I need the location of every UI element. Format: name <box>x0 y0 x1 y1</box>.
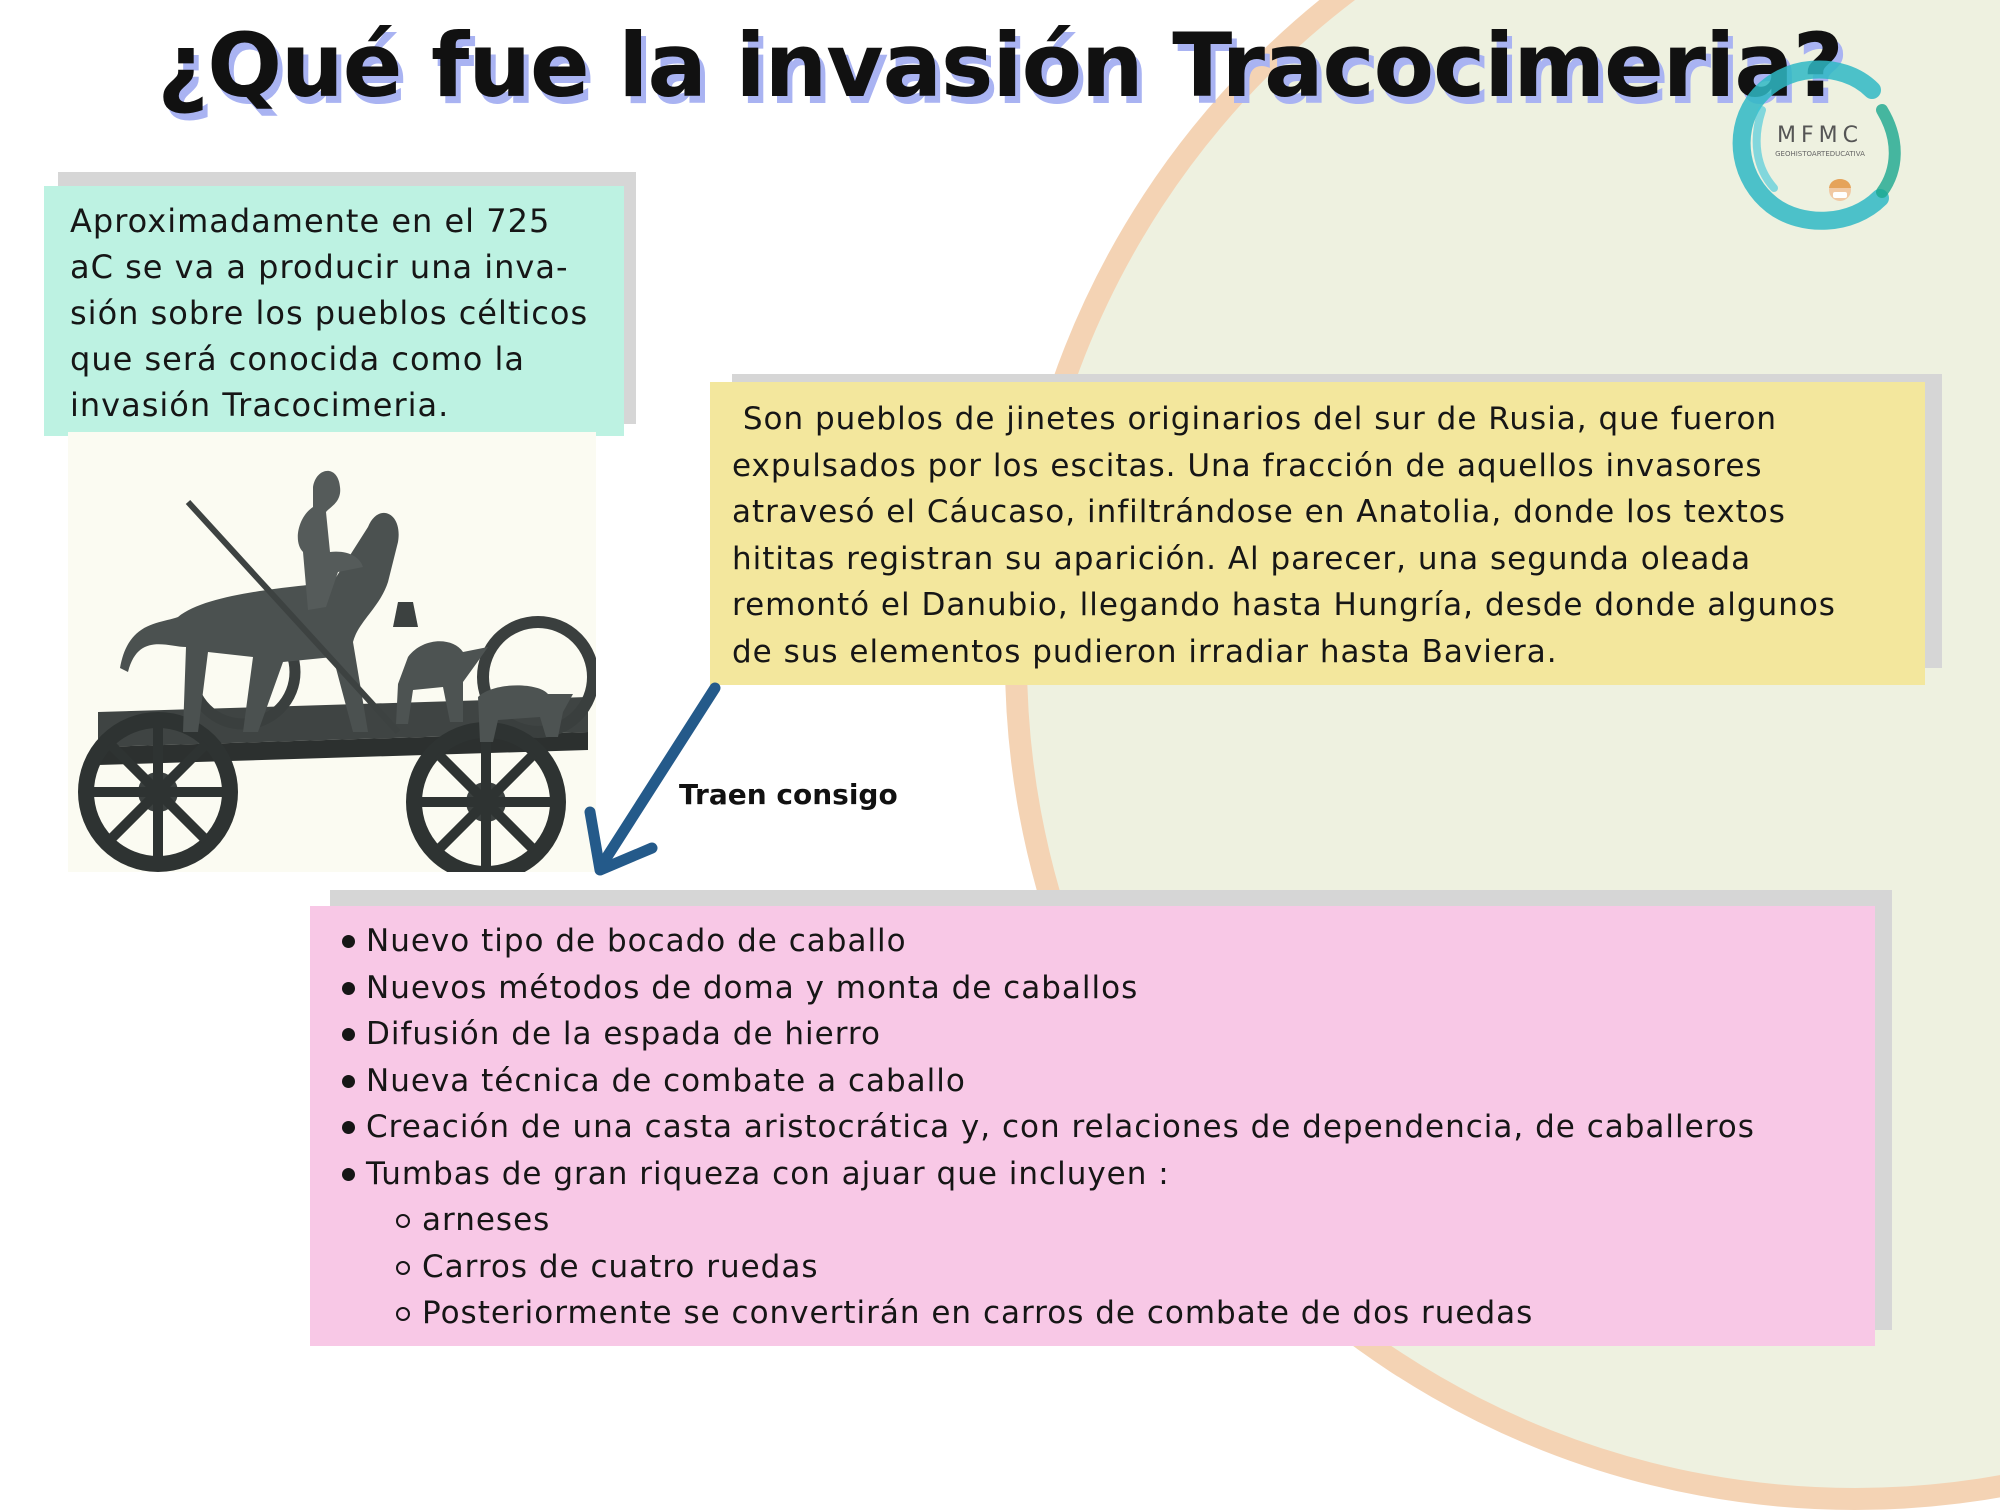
bronze-cult-wagon-image <box>68 432 596 872</box>
intro-card <box>44 186 624 436</box>
contributions-list <box>326 918 1865 1197</box>
list-item: Tumbas de gran riqueza con ajuar que incluyen : <box>326 1151 1865 1198</box>
description-line: Son pueblos de jinetes originarios del sur de Rusia, que fueron <box>732 401 1778 437</box>
description-card <box>710 382 1925 685</box>
intro-line: aC se va a producir una inva- <box>70 248 569 286</box>
list-item: Nuevos métodos de doma y monta de caballos <box>326 965 1865 1012</box>
description-line: atravesó el Cáucaso, infiltrándose en Anatolia, donde los textos <box>732 494 1786 530</box>
list-item: Creación de una casta aristocrática y, con relaciones de dependencia, de caballeros <box>326 1104 1865 1151</box>
list-item: Nueva técnica de combate a caballo <box>326 1058 1865 1105</box>
grave-goods-sublist <box>326 1197 1865 1337</box>
description-line: de sus elementos pudieron irradiar hasta Baviera. <box>732 633 1558 670</box>
intro-line: sión sobre los pueblos célticos <box>70 294 589 332</box>
intro-line: que será conocida como la <box>70 340 525 378</box>
wagon-wheel-right <box>414 730 558 872</box>
logo-subtext: GEOHISTOARTEDUCATIVA <box>1775 150 1865 158</box>
list-item: Difusión de la espada de hierro <box>326 1011 1865 1058</box>
contributions-card <box>310 906 1875 1346</box>
logo-text: MFMC <box>1777 123 1863 148</box>
description-line: hititas registran su aparición. Al parecer, una segunda oleada <box>732 540 1752 577</box>
sublist-item: arneses <box>382 1197 1865 1244</box>
sublist-item: Carros de cuatro ruedas <box>382 1244 1865 1291</box>
sublist-item: Posteriormente se convertirán en carros de combate de dos ruedas <box>382 1290 1865 1337</box>
page-title: ¿Qué fue la invasión Tracocimeria? <box>157 14 1843 117</box>
wagon-wheel-left <box>86 720 230 864</box>
intro-line: invasión Tracocimeria. <box>70 386 450 424</box>
description-line: expulsados por los escitas. Una fracción de aquellos invasores <box>732 447 1763 484</box>
mfmc-logo <box>1722 50 1912 240</box>
intro-line: Aproximadamente en el 725 <box>70 202 551 240</box>
list-item: Nuevo tipo de bocado de caballo <box>326 918 1865 965</box>
arrow-label: Traen consigo <box>679 778 898 811</box>
description-line: remontó el Danubio, llegando hasta Hungría, desde donde algunos <box>732 587 1836 623</box>
